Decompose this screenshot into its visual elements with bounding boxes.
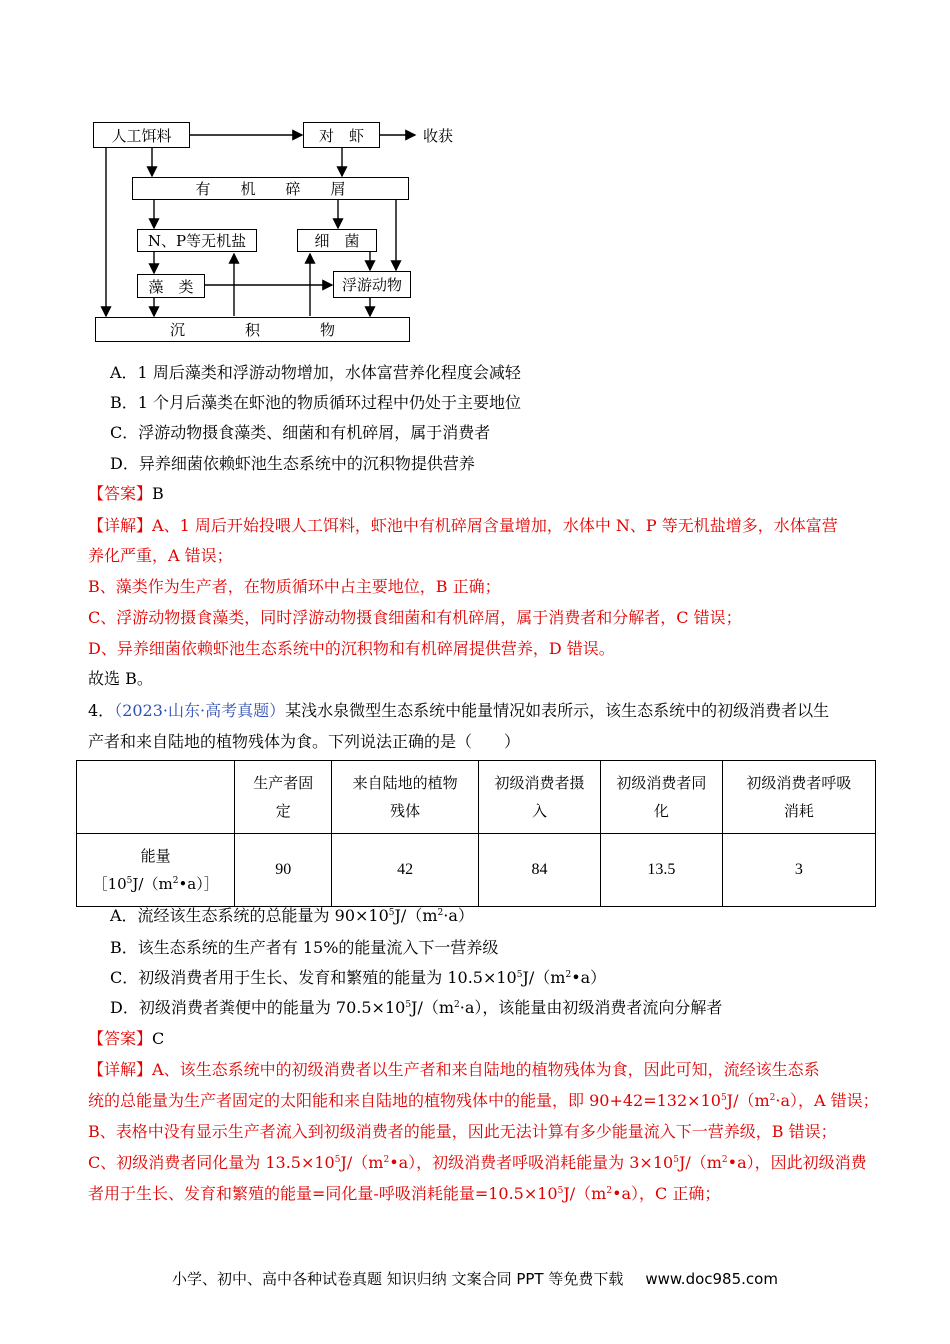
table-header: 初级消费者同 化 — [600, 761, 722, 834]
table-corner-cell — [77, 761, 235, 834]
table-header: 初级消费者呼吸 消耗 — [722, 761, 875, 834]
q4-detail-line-5: 者用于生长、发育和繁殖的能量=同化量-呼吸消耗能量$=10.5\times 10^5J/(m^2•a)$，C 正确； — [88, 1184, 721, 1203]
node-bacteria: 细 菌 — [297, 229, 377, 252]
q3-option-a: A．1 周后藻类和浮游动物增加，水体富营养化程度会减轻 — [110, 363, 521, 382]
node-algae: 藻 类 — [137, 274, 205, 298]
q3-option-c: C．浮游动物摄食藻类、细菌和有机碎屑，属于消费者 — [110, 423, 491, 442]
footer-text: 小学、初中、高中各种试卷真题 知识归纳 文案合同 PPT 等免费下载 — [172, 1270, 624, 1288]
q4-option-d: D．初级消费者粪便中的能量为 $70.5\times 10^5J/(m^2\cdot a)$，该能量由初级消费者流向分解者 — [110, 998, 723, 1017]
q3-option-b: B．1 个月后藻类在虾池的物质循环过程中仍处于主要地位 — [110, 393, 522, 412]
q4-detail-line-3: B、表格中没有显示生产者流入到初级消费者的能量，因此无法计算有多少能量流入下一营养级，B 错误； — [88, 1122, 837, 1141]
energy-table — [76, 760, 876, 907]
q4-source: （2023·山东·高考真题） — [114, 701, 286, 720]
table-row-label: 能量 $[10^5J/(m^2•a)]$ — [77, 834, 235, 907]
table-header: 生产者固 定 — [235, 761, 332, 834]
table-row — [77, 834, 876, 907]
node-shrimp: 对 虾 — [303, 122, 380, 148]
q3-answer — [88, 483, 164, 505]
node-harvest: 收获 — [423, 127, 454, 145]
table-header: 来自陆地的植物 残体 — [332, 761, 479, 834]
node-salts: N、P等无机盐 — [137, 229, 257, 252]
table-cell: 90 — [235, 834, 332, 907]
answer-value: C — [152, 1029, 165, 1048]
node-sediment: 沉 积 物 — [95, 317, 410, 342]
q4-detail-line-1: 【详解】A、该生态系统中的初级消费者以生产者和来自陆地的植物残体为食，因此可知，流经该生态系 — [88, 1060, 820, 1079]
q4-option-b: B．该生态系统的生产者有 15%的能量流入下一营养级 — [110, 938, 499, 957]
q3-detail-line-5: D、异养细菌依赖虾池生态系统中的沉积物和有机碎屑提供营养，D 错误。 — [88, 639, 615, 658]
q3-detail-line-3: B、藻类作为生产者，在物质循环中占主要地位，B 正确； — [88, 577, 501, 596]
page-footer — [0, 1268, 950, 1289]
table-cell: 42 — [332, 834, 479, 907]
node-feed: 人工饵料 — [93, 122, 190, 148]
q3-option-d: D．异养细菌依赖虾池生态系统中的沉积物提供营养 — [110, 454, 475, 473]
answer-value: B — [152, 484, 164, 503]
food-web-diagram — [90, 118, 480, 348]
q4-detail-line-4: C、初级消费者同化量为 $13.5\times 10^5J/(m^2•a)$，初级消费者呼吸消耗能量为 $3\times 10^5J/(m^2•a)$，因此初级消费 — [88, 1153, 867, 1172]
q4-stem-line-1: 4．（2023·山东·高考真题）某浅水泉微型生态系统中能量情况如表所示，该生态系统中的初级消费者以生 — [88, 701, 830, 720]
q4-answer — [88, 1028, 164, 1050]
node-zooplankton: 浮游动物 — [333, 271, 411, 298]
q3-conclusion: 故选 B。 — [88, 669, 153, 688]
q3-detail-line-1: 【详解】A、1 周后开始投喂人工饵料，虾池中有机碎屑含量增加，水体中 N、P 等无机盐增多，水体富营 — [88, 516, 838, 535]
footer-site-link[interactable]: www.doc985.com — [645, 1270, 778, 1288]
table-header-row — [77, 761, 876, 834]
q4-option-c: C．初级消费者用于生长、发育和繁殖的能量为 $10.5\times 10^5J/(m^2•a)$ — [110, 968, 607, 987]
q3-detail-line-2: 养化严重，A 错误； — [88, 546, 233, 565]
q4-stem-line-2: 产者和来自陆地的植物残体为食。下列说法正确的是（ ） — [88, 732, 521, 751]
answer-tag: 【答案】 — [88, 484, 153, 503]
table-cell: 84 — [479, 834, 601, 907]
table-cell: 3 — [722, 834, 875, 907]
answer-tag: 【答案】 — [88, 1029, 153, 1048]
table-header: 初级消费者摄 入 — [479, 761, 601, 834]
node-detritus: 有 机 碎 屑 — [132, 177, 409, 200]
q3-detail-line-4: C、浮游动物摄食藻类，同时浮游动物摄食细菌和有机碎屑，属于消费者和分解者，C 错误； — [88, 608, 742, 627]
q4-option-a: A．流经该生态系统的总能量为 $90\times 10^5J/(m^2\cdot a)$ — [110, 906, 474, 925]
q4-detail-line-2: 统的总能量为生产者固定的太阳能和来自陆地的植物残体中的能量，即 $90+42=132\times 10^5J/(m^2\cdot a)$，A 错误； — [88, 1091, 879, 1110]
table-cell: 13.5 — [600, 834, 722, 907]
